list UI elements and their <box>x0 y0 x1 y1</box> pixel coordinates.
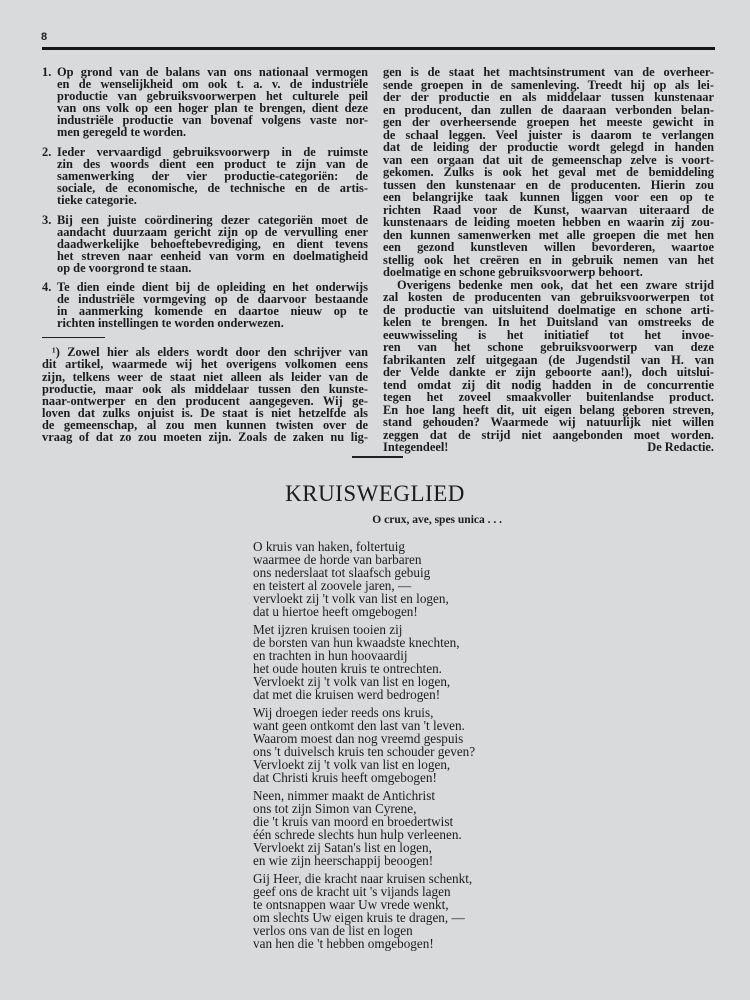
text-line: een belangrijke taak kunnen liggen voor een op te <box>383 190 714 204</box>
text-line: loven dat zulks onjuist is. De staat is niet hetzelfde als <box>42 405 368 420</box>
text-line: ¹) Zowel hier als elders wordt door den schrijver van <box>52 345 368 360</box>
poem-line: één schrede slechts hun hulp verleenen. <box>253 826 462 842</box>
text-line: de schaal leggen. Veel juister is daarom te verlangen <box>383 127 714 142</box>
poem-epigraph: O crux, ave, spes unica . . . <box>372 514 502 526</box>
poem-line: te ontsnappen waar Uw vrede wenkt, <box>253 896 449 912</box>
text-line: productie, maar ook als middelaar tussen den kunste- <box>42 381 368 396</box>
text-line: En hoe lang heeft dit, uit eigen belang geboren streven, <box>383 402 714 417</box>
poem-line: Wij droegen ieder reeds ons kruis, <box>253 705 434 721</box>
poem-line: het oude houten kruis te ontrechten. <box>253 660 442 676</box>
text-line: der der productie en als middelaar tussen kunstenaar <box>383 90 714 104</box>
editorial-signature: De Redactie. <box>647 440 714 454</box>
poem-line: Waarom moest dan nog vreemd gespuis <box>253 730 464 746</box>
paragraph <box>383 66 714 279</box>
paragraph <box>383 279 714 442</box>
section-divider <box>352 456 403 458</box>
text-line: het streven naar eenheid van vorm en doelmatigheid <box>57 248 368 263</box>
text-line: dat de leiding der productie wordt gelegd in handen <box>383 140 714 154</box>
text-line: dit artikel, waarmede wij het overigens volkomen eens <box>42 357 368 372</box>
poem-line: geef ons de kracht uit 's vijands lagen <box>253 884 451 900</box>
text-line: kelen te brengen. In het Duitsland van omstreeks de <box>383 315 714 329</box>
text-line: in aanmerking komende en daartoe nieuw op te <box>57 304 368 319</box>
poem-line: ons 't duivelsch kruis ten schouder geven? <box>253 743 476 759</box>
text-line: en de wenselijkheid om ook t. a. v. de industriële <box>57 77 368 92</box>
text-line: stand gehouden? Waarmede wij natuurlijk niet willen <box>383 415 714 429</box>
text-line: naar-ontwerper en den producent aangegeven. Wij ge- <box>42 393 368 408</box>
text-line: eeuwwisseling is het initiatief tot het invoe- <box>383 327 714 342</box>
poem-line: O kruis van haken, foltertuig <box>253 539 405 554</box>
poem-line: Vervloekt zij Satan's list en logen, <box>253 839 432 855</box>
text-line: productie van gebruiksvoorwerpen het culturele peil <box>57 89 368 104</box>
item-number: 4. <box>42 280 52 295</box>
numbered-item <box>42 66 368 138</box>
text-line: zal kosten de producenten van gebruiksvoorwerpen tot <box>383 290 714 304</box>
text-line: Op grond van de balans van ons nationaal vermogen <box>57 65 368 79</box>
poem-line: Neen, nimmer maakt de Antichrist <box>253 788 436 804</box>
closing-line <box>383 441 714 454</box>
text-line: gekomen. Zulks is ook het geval met de bemiddeling <box>383 165 714 179</box>
text-line: richten Raad voor de Kunst, waarvan uiteraard de <box>383 202 714 217</box>
text-line: tend omdat zij dit nodig hadden in de concurrentie <box>383 377 714 392</box>
poem-line: van hen die 't hebben omgebogen! <box>253 935 434 951</box>
text-line: Bij een juiste coördinering dezer categoriën moet de <box>57 212 368 227</box>
text-line: op de voorgrond te staan. <box>57 260 192 275</box>
text-line: doelmatige en schone gebruiksvoorwerp behoort. <box>383 265 643 279</box>
text-line: zin des woords dient een product te zijn van de <box>57 156 368 171</box>
numbered-item <box>42 281 368 329</box>
item-number: 2. <box>42 144 52 159</box>
text-line: fabrikanten zelf uitgegaan (de Jugendstil van H. van <box>383 352 714 367</box>
text-line: Te dien einde dient bij de opleiding en het onderwijs <box>57 280 368 295</box>
poem-line: ons tot zijn Simon van Cyrene, <box>253 801 417 816</box>
poem-line: waarmee de horde van barbaren <box>253 551 422 567</box>
text-line: tieke categorie. <box>57 192 137 207</box>
text-line: daadwerkelijke behoeftebevrediging, en dient tevens <box>57 236 368 251</box>
text-line: industriële productie van bovenaf volgens vaste nor- <box>57 113 368 128</box>
text-line: van ons volk op een hoger plan te brengen, dient deze <box>57 101 368 116</box>
item-number: 3. <box>42 212 52 227</box>
poem-line: om slechts Uw eigen kruis te dragen, — <box>253 909 465 925</box>
text-line: ren van het schone gebruiksvoorwerp van deze <box>383 340 714 354</box>
poem-body <box>253 541 475 956</box>
text-line: men geregeld te worden. <box>57 125 187 140</box>
text-line: en producent, dan zullen de daaraan verbonden belan- <box>383 102 714 117</box>
closing-text: Integendeel! <box>383 440 449 454</box>
text-line: de gemeenschap, al zou men kunnen twisten over de <box>42 417 368 432</box>
numbered-item <box>42 146 368 206</box>
left-column <box>42 66 368 443</box>
poem-line: dat Christi kruis heeft omgebogen! <box>253 769 437 785</box>
text-line: Overigens bedenke men ook, dat het een zware strijd <box>397 277 714 292</box>
poem-title: KRUISWEGLIED <box>285 481 465 506</box>
poem-line: Vervloekt zij 't volk van list en logen, <box>253 756 451 772</box>
poem-line: Met ijzren kruisen tooien zij <box>253 622 403 638</box>
poem-line: en trachten in hun hoovaardij <box>253 647 408 663</box>
text-line: vraag of dat zo zou moeten zijn. Zoals de zaken nu lig- <box>42 429 368 444</box>
header-rule <box>42 47 715 50</box>
text-line: richten instellingen te worden onderwezen. <box>57 316 284 331</box>
poem-line: want geen ontkomt den last van 't leven. <box>253 717 465 733</box>
text-line: tegen het zoveel smaakvoller buitenlandse product. <box>383 390 714 404</box>
poem-line: en wie zijn heerschappij beoogen! <box>253 852 434 868</box>
text-line: aandacht duurzaam gericht zijn op de vervulling ener <box>57 224 368 239</box>
text-line: gen is de staat het machtsinstrument van de overheer- <box>383 65 714 79</box>
text-line: den kunnen samenwerken met alle groepen die met hen <box>383 227 714 242</box>
text-line: zeggen dat de strijd niet aangebonden moet worden. <box>383 427 714 442</box>
poem-line: dat met die kruisen werd bedrogen! <box>253 686 441 702</box>
poem-line: verlos ons van de list en logen <box>253 922 413 938</box>
poem-line: vervloekt zij 't volk van list en logen, <box>253 590 449 606</box>
poem-stanza <box>253 541 475 618</box>
text-line: zijn, telkens weer de staat niet alleen als leider van de <box>42 369 368 384</box>
text-line: sende groepen in de samenleving. Treedt hij op als lei- <box>383 77 714 92</box>
text-line: sociale, de economische, de technische en de artis- <box>57 180 368 195</box>
item-number: 1. <box>42 65 52 79</box>
text-line: tussen den kunstenaar en de producenten. Hierin zou <box>383 177 714 192</box>
text-line: kunstenaars de leiding moeten hebben en waarin zij zou- <box>383 215 714 229</box>
poem-stanza <box>253 790 475 867</box>
text-line: de productie van uitsluitend doelmatige en schone arti- <box>383 302 714 317</box>
poem-line: en teistert al zoovele jaren, — <box>253 577 412 593</box>
poem-stanza <box>253 707 475 784</box>
text-line: stellig ook het creëren en in gebruik nemen van het <box>383 252 714 267</box>
page-number: 8 <box>41 31 48 43</box>
text-line: samenwerking der vier productie-categoriën: de <box>57 168 368 183</box>
footnote-rule <box>42 337 105 339</box>
poem-line: dat u hiertoe heeft omgebogen! <box>253 603 418 619</box>
poem-line: de borsten van hun kwaadste knechten, <box>253 634 460 650</box>
poem-line: die 't kruis van moord en broedertwist <box>253 813 454 829</box>
poem-line: Gij Heer, die kracht naar kruisen schenkt, <box>253 871 473 887</box>
text-line: een gezond kunstleven willen bevorderen, waartoe <box>383 240 714 254</box>
text-line: van een orgaan dat uit de gemeenschap zelve is voort- <box>383 152 714 167</box>
text-line: der Velde dankte er zijn geboorte aan!), doch uitslui- <box>383 365 714 379</box>
poem-stanza <box>253 624 475 701</box>
text-line: Ieder vervaardigd gebruiksvoorwerp in de ruimste <box>57 144 368 159</box>
poem-line: ons nederslaat tot slaafsch gebuig <box>253 564 431 580</box>
poem-line: Vervloekt zij 't volk van list en logen, <box>253 673 451 689</box>
footnote <box>42 346 368 442</box>
poem-stanza <box>253 873 475 950</box>
numbered-item <box>42 214 368 274</box>
text-line: de industriële vormgeving op de daarvoor bestaande <box>57 292 368 307</box>
right-column <box>383 66 714 454</box>
text-line: gen der overheersende groepen het meeste gewicht in <box>383 115 714 129</box>
